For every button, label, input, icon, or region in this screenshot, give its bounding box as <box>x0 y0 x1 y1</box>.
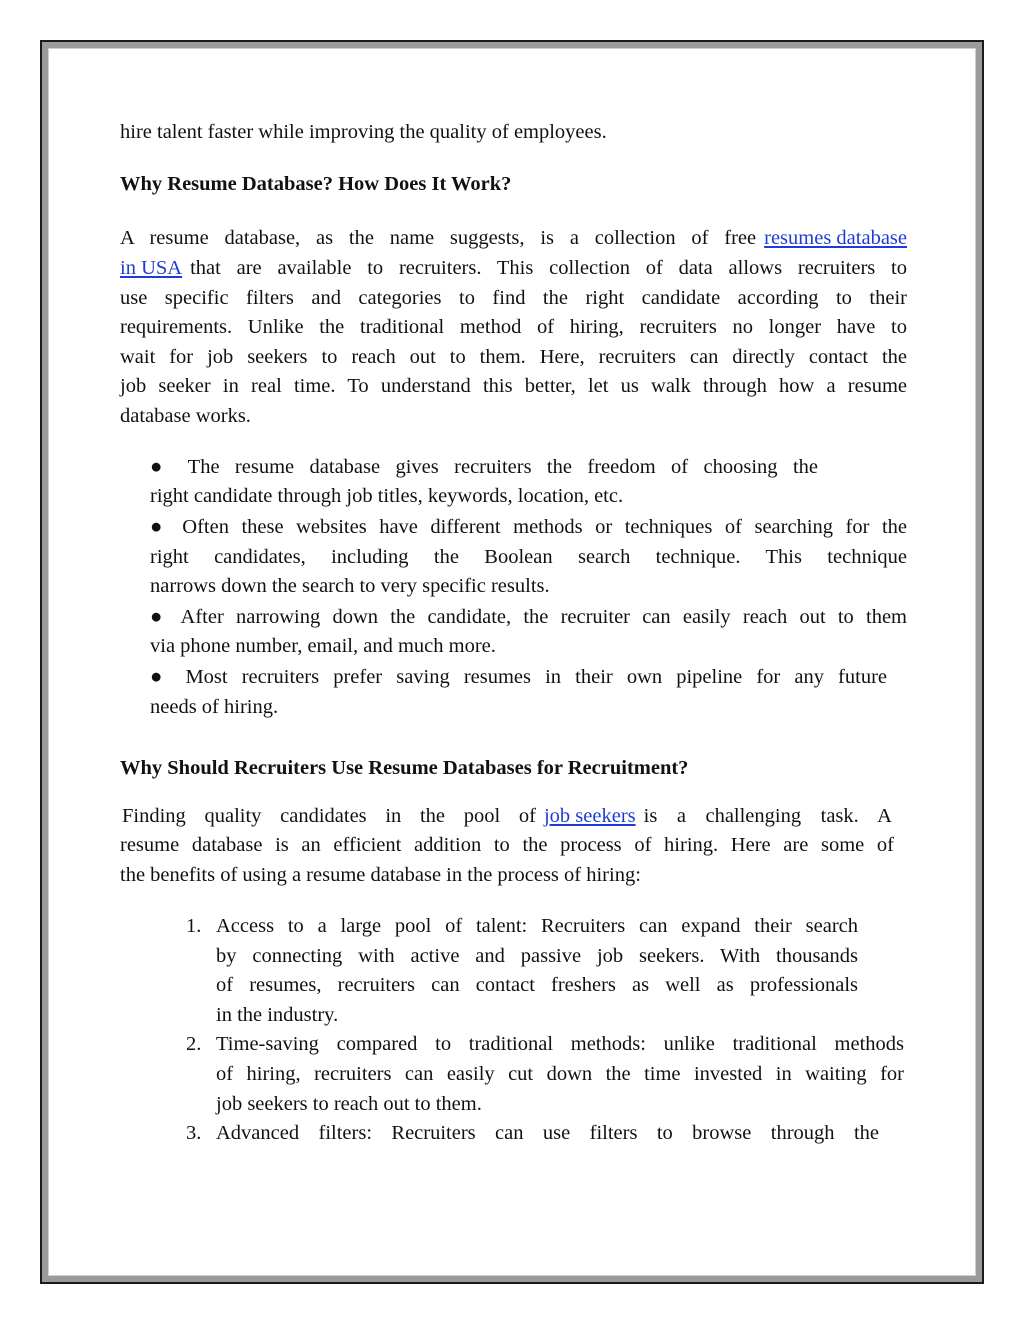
paragraph1-line1 <box>120 224 907 254</box>
intro-line: hire talent faster while improving the quality of employees. <box>120 121 607 143</box>
list-item2-line1: Time-saving compared to traditional methods: unlike traditional methods <box>216 1033 904 1055</box>
section1-heading: Why Resume Database? How Does It Work? <box>120 173 512 195</box>
bullet1-line1: ● The resume database gives recruiters the freedom of choosing the <box>150 456 818 478</box>
list-item1-line4: in the industry. <box>216 1004 339 1026</box>
list-number-3: 3. <box>186 1122 202 1144</box>
resumes-database-link-part2[interactable]: in USA <box>120 257 183 279</box>
bullet3-line1: ● After narrowing down the candidate, the recruiter can easily reach out to them <box>150 606 907 628</box>
list-item2-line2: of hiring, recruiters can easily cut down the time invested in waiting for <box>216 1063 904 1085</box>
bullet2-line1: ● Often these websites have different methods or techniques of searching for the <box>150 516 907 538</box>
list-number-2: 2. <box>186 1033 202 1055</box>
list-item2-line3: job seekers to reach out to them. <box>216 1093 482 1115</box>
bullet2-line3: narrows down the search to very specific results. <box>150 575 550 597</box>
list-number-1: 1. <box>186 915 202 937</box>
list-item1-line2: by connecting with active and passive job seekers. With thousands <box>216 945 858 967</box>
paragraph1-line7: database works. <box>120 405 251 427</box>
list-item1-line3: of resumes, recruiters can contact freshers as well as professionals <box>216 974 858 996</box>
bullet2-line2: right candidates, including the Boolean search technique. This technique <box>150 546 907 568</box>
paragraph1-text-start: A resume database, as the name suggests, is a collection of free <box>120 227 757 249</box>
list-item1-line1: Access to a large pool of talent: Recruiters can expand their search <box>216 915 858 937</box>
resumes-database-link-part1[interactable]: resumes database <box>764 227 907 249</box>
paragraph1-line6: job seeker in real time. To understand this better, let us walk through how a resume <box>120 375 907 397</box>
job-seekers-link[interactable]: job seekers <box>543 805 636 827</box>
bullet1-line2: right candidate through job titles, keywords, location, etc. <box>150 485 624 507</box>
paragraph2-text-start: Finding quality candidates in the pool of <box>122 805 536 827</box>
list-item3-line1: Advanced filters: Recruiters can use filters to browse through the <box>216 1122 879 1144</box>
section2-heading: Why Should Recruiters Use Resume Databases for Recruitment? <box>120 757 689 779</box>
paragraph1-text-rest: that are available to recruiters. This collection of data allows recruiters to <box>190 257 907 279</box>
bullet3-line2: via phone number, email, and much more. <box>150 635 496 657</box>
bullet4-line2: needs of hiring. <box>150 696 279 718</box>
bullet4-line1: ● Most recruiters prefer saving resumes in their own pipeline for any future <box>150 666 887 688</box>
paragraph1-line5: wait for job seekers to reach out to them. Here, recruiters can directly contact the <box>120 346 907 368</box>
paragraph2-line3: the benefits of using a resume database in the process of hiring: <box>120 864 641 886</box>
paragraph1-line3: use specific filters and categories to find the right candidate according to their <box>120 287 907 309</box>
paragraph2-line1 <box>122 802 892 832</box>
paragraph2-line2: resume database is an efficient addition to the process of hiring. Here are some of <box>120 834 894 856</box>
paragraph2-text-end: is a challenging task. A <box>643 805 892 827</box>
paragraph1-line2 <box>120 254 907 284</box>
paragraph1-line4: requirements. Unlike the traditional method of hiring, recruiters no longer have to <box>120 316 907 338</box>
